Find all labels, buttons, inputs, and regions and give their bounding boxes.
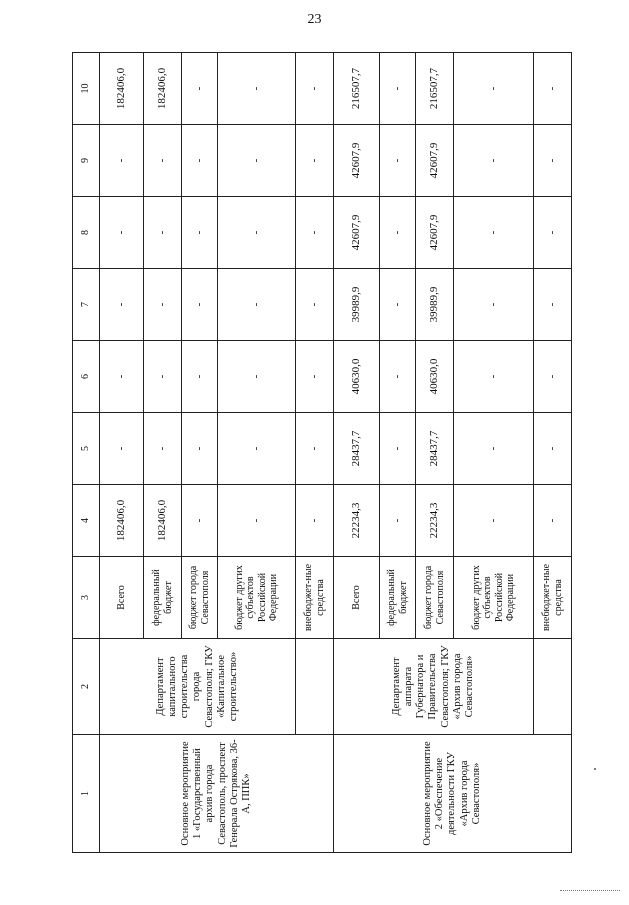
value-cell: - [296,197,334,269]
header-cell: 9 [73,125,100,197]
value-cell: - [182,125,218,197]
source-cell: внебюджет-ные средства [534,557,572,639]
source-cell: Всего [334,557,380,639]
value-cell: 39989,9 [334,269,380,341]
value-cell: - [296,53,334,125]
value-cell: - [100,269,144,341]
value-cell: - [380,341,416,413]
value-cell: - [534,269,572,341]
header-cell: 5 [73,413,100,485]
value-cell: - [380,125,416,197]
value-cell: 28437,7 [416,413,454,485]
source-cell: бюджет других субъектов Российской Федерации [454,557,534,639]
value-cell: - [534,197,572,269]
executor-cell: Департамент аппарата Губернатора и Правительства Севастополя; ГКУ «Архив города Севастополя» [334,639,534,735]
value-cell: - [218,269,296,341]
header-cell: 2 [73,639,100,735]
value-cell: - [454,197,534,269]
source-cell: бюджет города Севастополя [182,557,218,639]
value-cell: - [182,413,218,485]
value-cell: - [380,485,416,557]
value-cell: - [380,197,416,269]
value-cell: - [380,269,416,341]
header-cell: 10 [73,53,100,125]
value-cell: 182406,0 [144,53,182,125]
empty-cell [296,639,334,735]
value-cell: - [144,413,182,485]
table-row [534,53,572,853]
header-cell: 3 [73,557,100,639]
source-cell: бюджет города Севастополя [416,557,454,639]
value-cell: - [144,269,182,341]
value-cell: - [182,485,218,557]
value-cell: - [296,269,334,341]
value-cell: - [100,341,144,413]
value-cell: - [100,413,144,485]
value-cell: - [218,341,296,413]
value-cell: - [182,269,218,341]
value-cell: - [218,53,296,125]
value-cell: - [218,197,296,269]
header-cell: 1 [73,735,100,853]
value-cell: 182406,0 [144,485,182,557]
value-cell: - [218,413,296,485]
value-cell: - [454,53,534,125]
value-cell: - [218,125,296,197]
value-cell: 40630,0 [416,341,454,413]
value-cell: 40630,0 [334,341,380,413]
value-cell: - [534,341,572,413]
value-cell: - [100,197,144,269]
table-row [334,53,380,853]
header-row [73,53,100,853]
value-cell: - [296,485,334,557]
value-cell: - [144,341,182,413]
source-cell: бюджет других субъектов Российской Федерации [218,557,296,639]
value-cell: - [144,125,182,197]
value-cell: 216507,7 [334,53,380,125]
value-cell: - [454,269,534,341]
value-cell: - [380,53,416,125]
source-cell: Всего [100,557,144,639]
value-cell: - [534,125,572,197]
empty-cell [534,639,572,735]
value-cell: 42607,9 [416,197,454,269]
value-cell: - [454,125,534,197]
value-cell: 216507,7 [416,53,454,125]
budget-table [72,52,572,853]
value-cell: - [182,197,218,269]
value-cell: - [296,125,334,197]
table-row [296,53,334,853]
source-cell: федеральный бюджет [144,557,182,639]
value-cell: 22234,3 [416,485,454,557]
scan-speck [594,768,596,770]
header-cell: 6 [73,341,100,413]
value-cell: - [534,485,572,557]
value-cell: 42607,9 [334,125,380,197]
value-cell: 42607,9 [334,197,380,269]
value-cell: - [534,413,572,485]
value-cell: 22234,3 [334,485,380,557]
source-cell: федеральный бюджет [380,557,416,639]
value-cell: 28437,7 [334,413,380,485]
value-cell: 182406,0 [100,53,144,125]
page-number: 23 [307,12,322,27]
table-row [100,53,144,853]
value-cell: - [534,53,572,125]
value-cell: - [182,341,218,413]
rotated-table-wrapper [72,53,564,853]
header-cell: 8 [73,197,100,269]
executor-cell: Департамент капитального строительства города Севастополя; ГКУ «Капитальное строительство» [100,639,296,735]
value-cell: - [454,413,534,485]
value-cell: 39989,9 [416,269,454,341]
value-cell: - [454,485,534,557]
value-cell: - [218,485,296,557]
measure-cell: Основное мероприятие 2 «Обеспечение деятельности ГКУ «Архив города Севастополя» [334,735,572,853]
value-cell: - [454,341,534,413]
value-cell: - [296,413,334,485]
value-cell: - [100,125,144,197]
value-cell: - [182,53,218,125]
measure-cell: Основное мероприятие 1 «Государственный архив города Севастополь, проспект Генерала Острякова, 36-А, ППК» [100,735,334,853]
scan-dotted-line [560,890,620,891]
source-cell: внебюджет-ные средства [296,557,334,639]
header-cell: 7 [73,269,100,341]
header-cell: 4 [73,485,100,557]
value-cell: 182406,0 [100,485,144,557]
value-cell: - [380,413,416,485]
value-cell: - [296,341,334,413]
value-cell: 42607,9 [416,125,454,197]
value-cell: - [144,197,182,269]
